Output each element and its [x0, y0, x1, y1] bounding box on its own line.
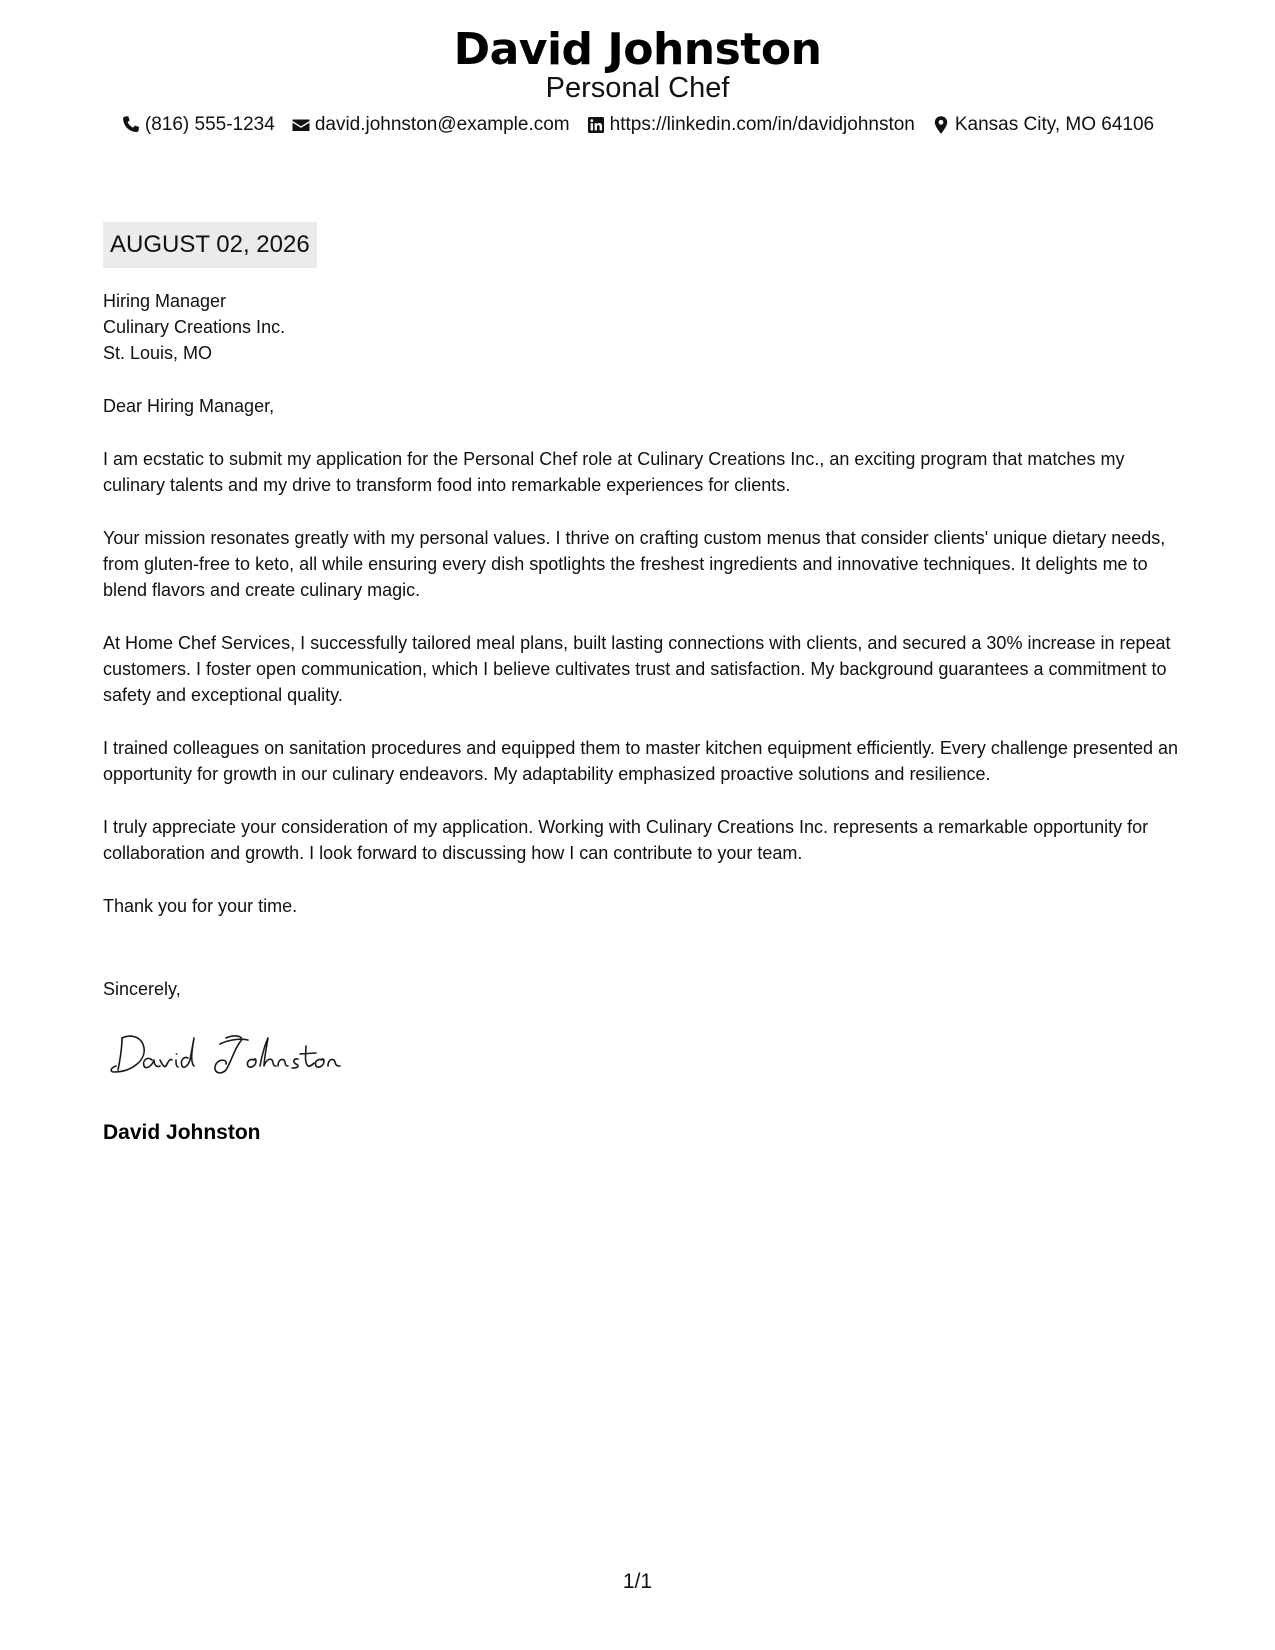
page-number: 1/1: [622, 1570, 653, 1593]
contact-email: [291, 112, 570, 138]
contact-phone: [121, 112, 275, 138]
contact-location: [931, 112, 1154, 138]
contact-location-text: Kansas City, MO 64106: [954, 114, 1155, 135]
paragraph-4: I trained colleagues on sanitation procedures and equipped them to master kitchen equipment efficiently. Every challenge presented an opportunity for growth in our culinary endeavors. My adaptability emphasized proactive solutions and resilience.: [103, 738, 1179, 784]
linkedin-icon: [586, 115, 606, 135]
paragraph-5: I truly appreciate your consideration of my application. Working with Culinary Creations Inc. represents a remarkable opportunity for collaboration and growth. I look forward to discussing how I can contribute to your team.: [103, 817, 1149, 863]
paragraph-2: Your mission resonates greatly with my personal values. I thrive on crafting custom menus that consider clients' unique dietary needs, from gluten-free to keto, all while ensuring every dish spotlights the freshest ingredients and innovative techniques. It delights me to blend flavors and create culinary magic.: [103, 528, 1166, 600]
closing: Sincerely,: [103, 979, 181, 999]
salutation: Dear Hiring Manager,: [103, 396, 275, 416]
letter-body: [103, 288, 1183, 919]
map-marker-icon: [931, 115, 951, 135]
signed-name: David Johnston: [103, 1121, 261, 1144]
recipient-city: St. Louis, MO: [103, 343, 213, 363]
paragraph-1: I am ecstatic to submit my application for the Personal Chef role at Culinary Creations Inc., an exciting program that matches my culinary talents and my drive to transform food into remarkable experiences for clients.: [103, 449, 1125, 495]
envelope-icon: [291, 115, 311, 135]
applicant-role: Personal Chef: [545, 72, 730, 104]
letter-date: AUGUST 02, 2026: [103, 222, 317, 268]
recipient-title: Hiring Manager: [103, 291, 227, 311]
recipient-company: Culinary Creations Inc.: [103, 317, 286, 337]
contact-linkedin: [586, 112, 915, 138]
contact-linkedin-text[interactable]: https://linkedin.com/in/davidjohnston: [609, 114, 915, 135]
contact-bar: [0, 112, 1275, 138]
handwritten-signature: [108, 1030, 368, 1082]
applicant-name: David Johnston: [453, 24, 822, 75]
contact-phone-text: (816) 555-1234: [144, 114, 275, 135]
phone-icon: [121, 115, 141, 135]
paragraph-3: At Home Chef Services, I successfully tailored meal plans, built lasting connections with clients, and secured a 30% increase in repeat customers. I foster open communication, which I believe cultivates trust and satisfaction. My background guarantees a commitment to safety and exceptional quality.: [103, 633, 1171, 705]
recipient-block: [103, 288, 1183, 366]
contact-email-text: david.johnston@example.com: [314, 114, 570, 135]
paragraph-6: Thank you for your time.: [103, 896, 298, 916]
